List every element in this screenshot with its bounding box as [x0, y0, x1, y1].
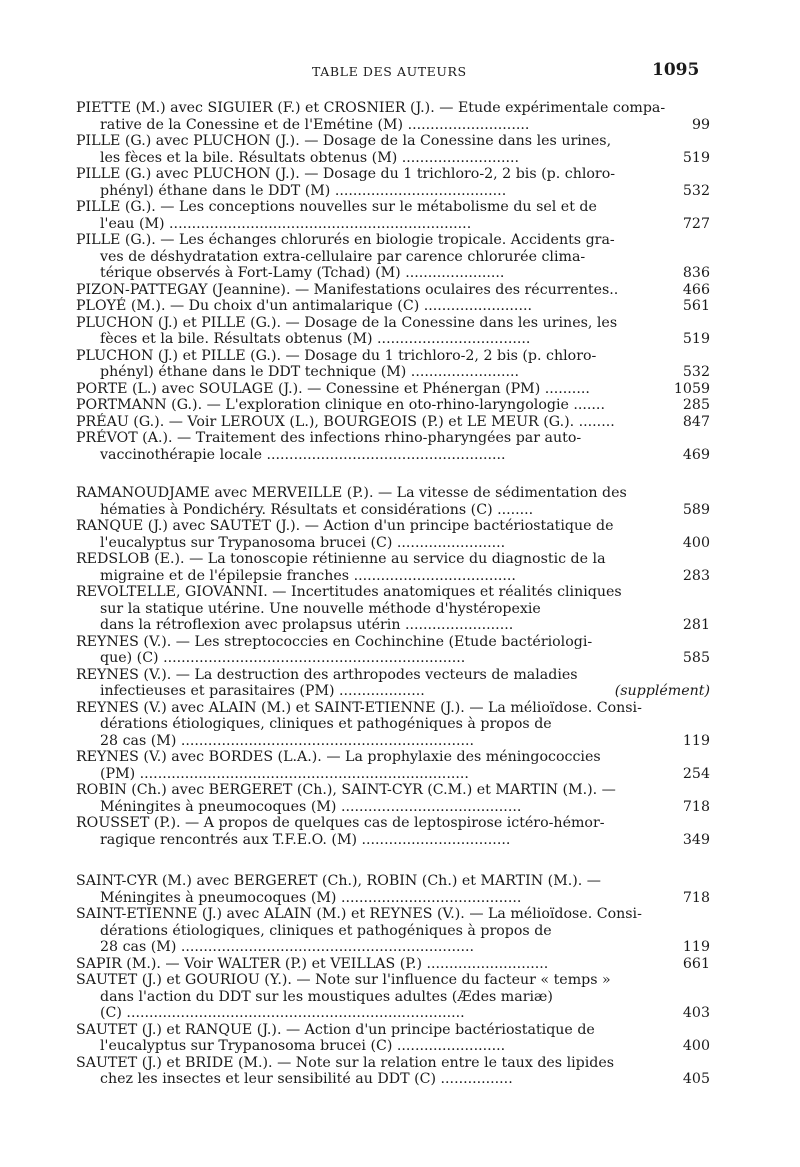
- index-entry: [76, 749, 710, 782]
- entry-line: sur la statique utérine. Une nouvelle méthode d'hystéropexie: [100, 600, 541, 617]
- entry-line: PLOYÉ (M.). — Du choix d'un antimalarique (C) ........................ 561: [76, 298, 710, 314]
- entry-line: Méningites à pneumocoques (M) ........................................ 718: [100, 889, 710, 906]
- entry-line: SAINT-ETIENNE (J.) avec ALAIN (M.) et REYNES (V.). — La mélioïdose. Consi-: [76, 906, 642, 922]
- entry-line: REYNES (V.). — Les streptococcies en Cochinchine (Etude bactériologi-: [76, 633, 593, 650]
- entry-line: PLUCHON (J.) et PILLE (G.). — Dosage de la Conessine dans les urines, les: [76, 314, 618, 331]
- entry-page-number: 1059: [673, 380, 710, 397]
- entry-page-number: 469: [682, 446, 710, 463]
- index-entry: [76, 815, 710, 848]
- entry-line: 28 cas (M) ................................................................. 119: [100, 732, 710, 749]
- entry-line: PILLE (G.). — Les échanges chlorurés en biologie tropicale. Accidents gra-: [76, 232, 615, 248]
- entry-page-number: 400: [682, 534, 710, 551]
- entry-line: REYNES (V.) avec ALAIN (M.) et SAINT-ETIENNE (J.). — La mélioïdose. Consi-: [76, 699, 642, 716]
- index-entry: [76, 199, 710, 232]
- index-entry: [76, 298, 710, 315]
- entry-page-number: 532: [682, 182, 710, 199]
- entry-line: ves de déshydratation extra-cellulaire par carence chlorurée clima-: [100, 248, 586, 265]
- entry-page-number: 349: [682, 831, 710, 848]
- entry-line: hématies à Pondichéry. Résultats et considérations (C) ........ 589: [100, 501, 710, 518]
- entry-line: chez les insectes et leur sensibilité au DDT (C) ................ 405: [100, 1071, 710, 1087]
- entry-line: ROBIN (Ch.) avec BERGERET (Ch.), SAINT-CYR (C.M.) et MARTIN (M.). —: [76, 782, 616, 798]
- entry-line: ragique rencontrés aux T.F.E.O. (M) ................................. 349: [100, 831, 710, 848]
- entry-page-number: 661: [682, 955, 710, 972]
- entry-line: infectieuses et parasitaires (PM) ................... (supplément): [100, 683, 710, 699]
- entry-page-number: 281: [682, 617, 710, 633]
- entry-line: rative de la Conessine et de l'Emétine (M) ........................... 99: [100, 116, 710, 133]
- entry-page-number: 847: [682, 413, 710, 430]
- entry-line: dans la rétroflexion avec prolapsus utérin ........................ 281: [100, 617, 710, 633]
- entry-line: PIETTE (M.) avec SIGUIER (F.) et CROSNIER (J.). — Etude expérimentale compa-: [76, 100, 666, 116]
- index-entry: [76, 133, 710, 166]
- entry-page-number: 99: [691, 116, 710, 133]
- entry-line: SAINT-CYR (M.) avec BERGERET (Ch.), ROBIN (Ch.) et MARTIN (M.). —: [76, 873, 601, 889]
- entry-line: PIZON-PATTEGAY (Jeannine). — Manifestations oculaires des récurrentes.. 466: [76, 281, 710, 298]
- index-entry: [76, 584, 710, 634]
- index-entry: [76, 315, 710, 348]
- author-section-s: [76, 873, 710, 1088]
- page-header: [0, 62, 800, 86]
- entry-line: PLUCHON (J.) et PILLE (G.). — Dosage du 1 trichloro-2, 2 bis (p. chloro-: [76, 347, 597, 364]
- entry-line: 28 cas (M) ................................................................. 119: [100, 939, 710, 955]
- entry-line: PILLE (G.) avec PLUCHON (J.). — Dosage du 1 trichloro-2, 2 bis (p. chloro-: [76, 166, 616, 182]
- entry-line: PORTMANN (G.). — L'exploration clinique en oto-rhino-laryngologie ....... 285: [76, 397, 710, 413]
- entry-line: (PM) ......................................................................... 254: [100, 765, 710, 782]
- index-entry: [76, 873, 710, 906]
- entry-line: ROUSSET (P.). — A propos de quelques cas de leptospirose ictéro-hémor-: [76, 815, 605, 831]
- entry-line: SAPIR (M.). — Voir WALTER (P.) et VEILLAS (P.) ........................... 661: [76, 955, 710, 972]
- entry-line: phényl) éthane dans le DDT (M) ...................................... 532: [100, 182, 710, 199]
- index-entry: [76, 100, 710, 133]
- entry-line: PRÉVOT (A.). — Traitement des infections rhino-pharyngées par auto-: [76, 430, 582, 446]
- index-entry: [76, 348, 710, 381]
- entry-line: térique observés à Fort-Lamy (Tchad) (M) ...................... 836: [100, 265, 710, 281]
- index-entry: [76, 166, 710, 199]
- entry-line: dans l'action du DDT sur les moustiques adultes (Ædes mariæ): [100, 988, 553, 1005]
- entry-page-number: 283: [682, 567, 710, 584]
- author-section-p: [76, 100, 710, 463]
- entry-line: SAUTET (J.) et BRIDE (M.). — Note sur la relation entre le taux des lipides: [76, 1054, 615, 1071]
- entry-page-number: 400: [682, 1038, 710, 1054]
- index-entry: [76, 430, 710, 463]
- entry-line: vaccinothérapie locale ..................................................... 469: [100, 446, 710, 463]
- index-entry: [76, 906, 710, 956]
- entry-page-number: 718: [682, 889, 710, 906]
- entry-page-number: 519: [682, 149, 710, 166]
- entry-page-number: 718: [682, 798, 710, 815]
- entry-page-number: 119: [682, 939, 710, 955]
- index-entry: [76, 397, 710, 414]
- entry-page-number: 585: [682, 650, 710, 666]
- index-entry: [76, 282, 710, 299]
- entry-line: REYNES (V.). — La destruction des arthropodes vecteurs de maladies: [76, 666, 578, 683]
- entry-line: REYNES (V.) avec BORDES (L.A.). — La prophylaxie des méningococcies: [76, 749, 601, 765]
- entry-page-number: 466: [682, 281, 710, 298]
- entry-line: PILLE (G.). — Les conceptions nouvelles sur le métabolisme du sel et de: [76, 199, 597, 215]
- entry-line: dérations étiologiques, cliniques et pathogéniques à propos de: [100, 716, 552, 732]
- entry-line: l'eau (M) ................................................................... 727: [100, 215, 710, 232]
- index-entry: [76, 972, 710, 1022]
- index-entry: [76, 956, 710, 973]
- entry-line: fèces et la bile. Résultats obtenus (M) .................................. 519: [100, 331, 710, 347]
- entry-page-number: 285: [682, 397, 710, 413]
- entry-page-number: 405: [682, 1071, 710, 1087]
- entry-page-number: 532: [682, 364, 710, 380]
- index-entry: [76, 232, 710, 282]
- entry-line: RANQUE (J.) avec SAUTET (J.). — Action d'un principe bactériostatique de: [76, 518, 614, 534]
- index-entry: [76, 1055, 710, 1088]
- entry-line: que) (C) ................................................................... 585: [100, 650, 710, 666]
- entry-line: PRÉAU (G.). — Voir LEROUX (L.), BOURGEOIS (P.) et LE MEUR (G.). ........ 847: [76, 413, 710, 430]
- entry-line: les fèces et la bile. Résultats obtenus (M) .......................... 519: [100, 149, 710, 166]
- index-entry: [76, 782, 710, 815]
- running-title: TABLE DES AUTEURS: [312, 64, 467, 79]
- entry-line: REVOLTELLE, GIOVANNI. — Incertitudes anatomiques et réalités cliniques: [76, 584, 622, 600]
- entry-line: l'eucalyptus sur Trypanosoma brucei (C) ........................ 400: [100, 534, 710, 551]
- page-number: 1095: [652, 60, 700, 80]
- entry-page-number: 561: [682, 298, 710, 314]
- index-entry: [76, 634, 710, 667]
- entry-line: SAUTET (J.) et GOURIOU (Y.). — Note sur l'influence du facteur « temps »: [76, 972, 611, 988]
- entry-line: dérations étiologiques, cliniques et pathogéniques à propos de: [100, 922, 552, 939]
- entry-page-number: 403: [682, 1005, 710, 1021]
- index-entry: [76, 518, 710, 551]
- entry-line: (C) ........................................................................... 403: [100, 1005, 710, 1021]
- entry-page-number: 727: [682, 215, 710, 232]
- index-entry: [76, 667, 710, 700]
- index-entry: [76, 1022, 710, 1055]
- entry-page-number: 519: [682, 331, 710, 347]
- entry-line: phényl) éthane dans le DDT technique (M) ........................ 532: [100, 364, 710, 380]
- entry-page-number: 119: [682, 732, 710, 749]
- entry-page-number: 254: [682, 765, 710, 782]
- entry-line: PORTE (L.) avec SOULAGE (J.). — Conessine et Phénergan (PM) .......... 1059: [76, 380, 710, 397]
- index-entry: [76, 551, 710, 584]
- entry-line: Méningites à pneumocoques (M) ........................................ 718: [100, 798, 710, 815]
- entry-line: SAUTET (J.) et RANQUE (J.). — Action d'un principe bactériostatique de: [76, 1021, 595, 1038]
- entry-line: l'eucalyptus sur Trypanosoma brucei (C) ........................ 400: [100, 1038, 710, 1054]
- entry-line: migraine et de l'épilepsie franches .................................... 283: [100, 567, 710, 584]
- index-entry: [76, 414, 710, 431]
- entry-line: RAMANOUDJAME avec MERVEILLE (P.). — La vitesse de sédimentation des: [76, 485, 627, 501]
- author-section-r: [76, 485, 710, 848]
- entry-page-number: (supplément): [614, 683, 710, 699]
- index-entry: [76, 381, 710, 398]
- entry-line: REDSLOB (E.). — La tonoscopie rétinienne au service du diagnostic de la: [76, 551, 606, 567]
- entry-page-number: 589: [682, 501, 710, 518]
- entry-page-number: 836: [682, 265, 710, 281]
- entry-line: PILLE (G.) avec PLUCHON (J.). — Dosage de la Conessine dans les urines,: [76, 133, 612, 149]
- index-entry: [76, 485, 710, 518]
- index-entry: [76, 700, 710, 750]
